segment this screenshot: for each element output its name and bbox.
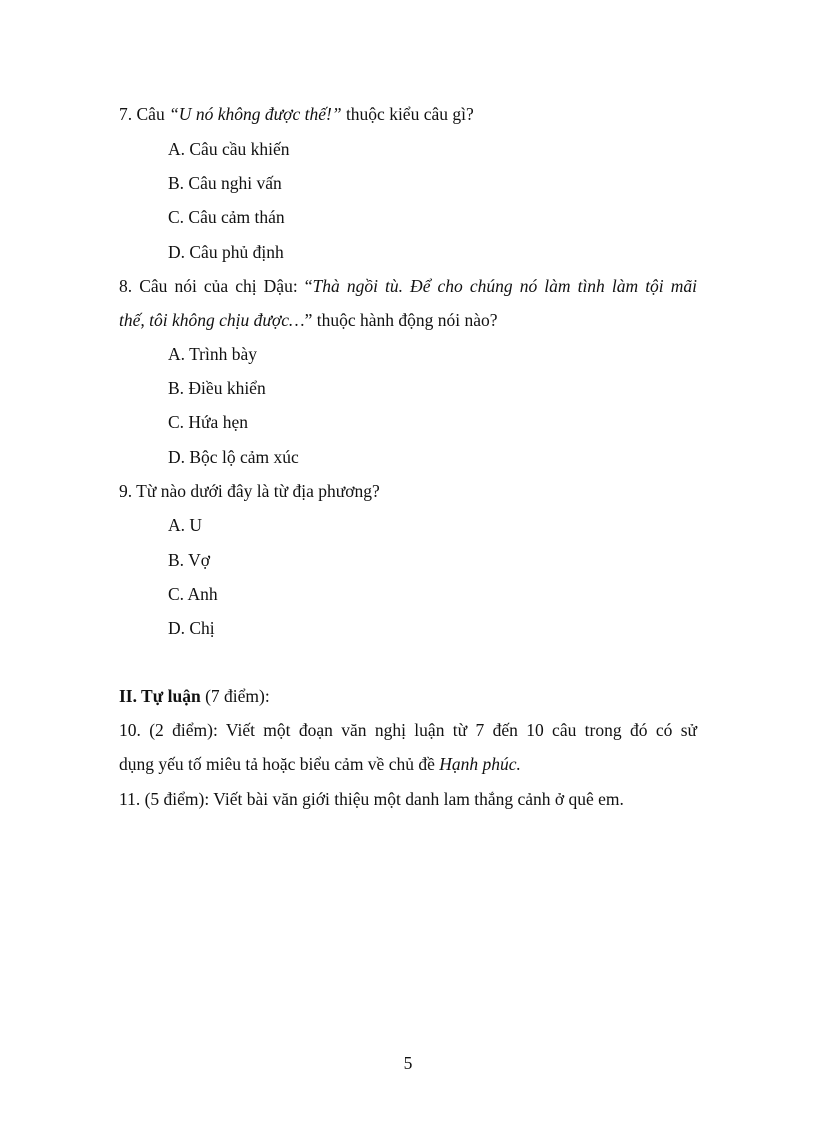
question-7-prefix: Câu — [136, 104, 170, 124]
question-8-option-b: B. Điều khiển — [168, 378, 266, 398]
question-8-quote-line1: Thà ngồi tù. Để cho chúng nó làm tình làm tội mãi — [312, 276, 697, 296]
question-9-option-c: C. Anh — [168, 584, 218, 604]
question-9-number: 9. — [119, 481, 133, 501]
question-8-option-c: C. Hứa hẹn — [168, 412, 248, 432]
question-7-quote: “U nó không được thế!” — [169, 104, 342, 124]
question-7-option-b: B. Câu nghi vấn — [168, 173, 282, 193]
section-2-heading — [119, 685, 270, 707]
question-9-option-a: A. U — [168, 515, 203, 535]
question-9-option-b: B. Vợ — [168, 550, 210, 570]
question-8-prefix: Câu nói của chị Dậu: “ — [132, 276, 313, 296]
question-7-option-c: C. Câu cảm thán — [168, 207, 285, 227]
question-7-option-a: A. Câu cầu khiến — [168, 139, 290, 159]
question-8-continuation — [119, 309, 498, 331]
question-8-number: 8. — [119, 276, 133, 296]
question-10-line2 — [119, 753, 521, 775]
section-2-points: (7 điểm): — [200, 686, 270, 706]
question-9-text: Từ nào dưới đây là từ địa phương? — [132, 481, 380, 501]
question-10-line2-text: dụng yếu tố miêu tả hoặc biểu cảm về chủ đề — [119, 754, 440, 774]
question-7 — [119, 103, 474, 125]
question-11: 11. (5 điểm): Viết bài văn giới thiệu một danh lam thắng cảnh ở quê em. — [119, 789, 624, 809]
question-7-option-d: D. Câu phủ định — [168, 242, 284, 262]
question-10-line1: 10. (2 điểm): Viết một đoạn văn nghị luận từ 7 đến 10 câu trong đó có sử — [119, 720, 697, 740]
question-7-suffix: thuộc kiểu câu gì? — [341, 104, 474, 124]
page-number: 5 — [403, 1053, 413, 1073]
question-8-option-d: D. Bộc lộ cảm xúc — [168, 447, 299, 467]
question-10-topic: Hạnh phúc. — [439, 754, 521, 774]
question-9-option-d: D. Chị — [168, 618, 215, 638]
question-8-quote-line2: thế, tôi không chịu được… — [119, 310, 305, 330]
question-8-suffix: ” thuộc hành động nói nào? — [304, 310, 498, 330]
section-2-title: II. Tự luận — [119, 686, 201, 706]
question-8-option-a: A. Trình bày — [168, 344, 257, 364]
question-7-number: 7. — [119, 104, 133, 124]
question-8 — [119, 275, 697, 297]
question-9 — [119, 480, 380, 502]
